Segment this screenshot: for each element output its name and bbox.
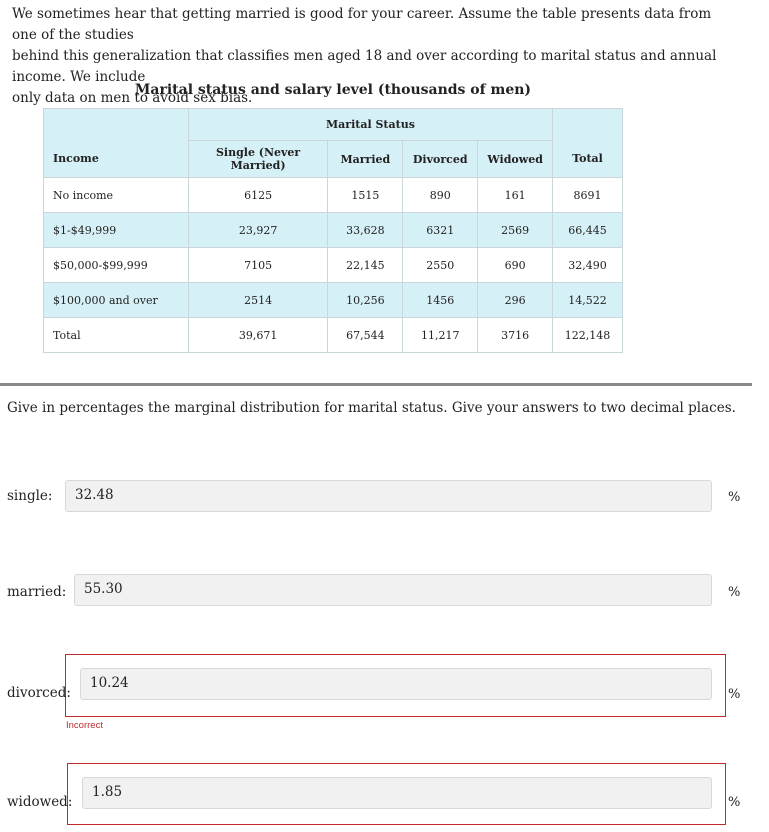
divorced-label: divorced:	[7, 685, 71, 701]
table-row	[44, 248, 623, 283]
table-cell: 22,145	[328, 248, 403, 283]
intro-line-2: behind this generalization that classifies men aged 18 and over according to marital status and annual income. We include	[12, 48, 717, 85]
question-text: Give in percentages the marginal distribution for marital status. Give your answers to two decimal places.	[7, 400, 736, 416]
table-cell: 10,256	[328, 283, 403, 318]
table-cell: 33,628	[328, 213, 403, 248]
table-cell: 1515	[328, 178, 403, 213]
row-label: No income	[44, 178, 189, 213]
table-cell: 32,490	[553, 248, 623, 283]
single-label: single:	[7, 488, 53, 504]
table-cell: 3716	[478, 318, 553, 353]
column-header: Divorced	[403, 141, 478, 178]
widowed-input[interactable]: 1.85	[82, 777, 712, 809]
table-cell: 296	[478, 283, 553, 318]
income-header: Income	[44, 141, 189, 178]
table-cell: 2569	[478, 213, 553, 248]
table-cell: 2550	[403, 248, 478, 283]
column-header: Total	[553, 141, 623, 178]
table-group-header-row	[44, 109, 623, 141]
table-cell: 1456	[403, 283, 478, 318]
row-label: Total	[44, 318, 189, 353]
table-cell: 690	[478, 248, 553, 283]
table-cell: 8691	[553, 178, 623, 213]
section-divider	[0, 383, 752, 386]
widowed-label: widowed:	[7, 794, 73, 810]
table-cell: 6125	[188, 178, 328, 213]
column-header: Married	[328, 141, 403, 178]
table-corner-cell	[44, 109, 189, 141]
marital-status-header: Marital Status	[188, 109, 552, 141]
married-label: married:	[7, 584, 67, 600]
table-title: Marital status and salary level (thousands of men)	[134, 82, 532, 98]
table-cell: 6321	[403, 213, 478, 248]
intro-line-3: only data on men to avoid sex bias.	[12, 90, 253, 106]
table-cell: 23,927	[188, 213, 328, 248]
table-cell: 39,671	[188, 318, 328, 353]
marital-income-table	[43, 108, 623, 353]
table-cell: 67,544	[328, 318, 403, 353]
table-header-row	[44, 141, 623, 178]
table-cell: 890	[403, 178, 478, 213]
row-label: $100,000 and over	[44, 283, 189, 318]
table-cell: 161	[478, 178, 553, 213]
column-header: Widowed	[478, 141, 553, 178]
table-row-total	[44, 318, 623, 353]
table-row	[44, 213, 623, 248]
single-input[interactable]: 32.48	[65, 480, 712, 512]
divorced-input[interactable]: 10.24	[80, 668, 712, 700]
row-label: $1-$49,999	[44, 213, 189, 248]
table-row	[44, 283, 623, 318]
widowed-percent-unit: %	[728, 795, 741, 810]
table-row	[44, 178, 623, 213]
table-cell: 2514	[188, 283, 328, 318]
divorced-percent-unit: %	[728, 687, 741, 702]
column-header: Single (Never Married)	[188, 141, 328, 178]
table-corner-cell	[553, 109, 623, 141]
divorced-feedback: Incorrect	[66, 720, 103, 731]
table-cell: 11,217	[403, 318, 478, 353]
table-cell: 14,522	[553, 283, 623, 318]
intro-line-1: We sometimes hear that getting married is good for your career. Assume the table presents data from one of the studies	[12, 6, 712, 43]
table-cell: 122,148	[553, 318, 623, 353]
married-input[interactable]: 55.30	[74, 574, 712, 606]
table-cell: 7105	[188, 248, 328, 283]
married-percent-unit: %	[728, 585, 741, 600]
row-label: $50,000-$99,999	[44, 248, 189, 283]
single-percent-unit: %	[728, 490, 741, 505]
table-cell: 66,445	[553, 213, 623, 248]
